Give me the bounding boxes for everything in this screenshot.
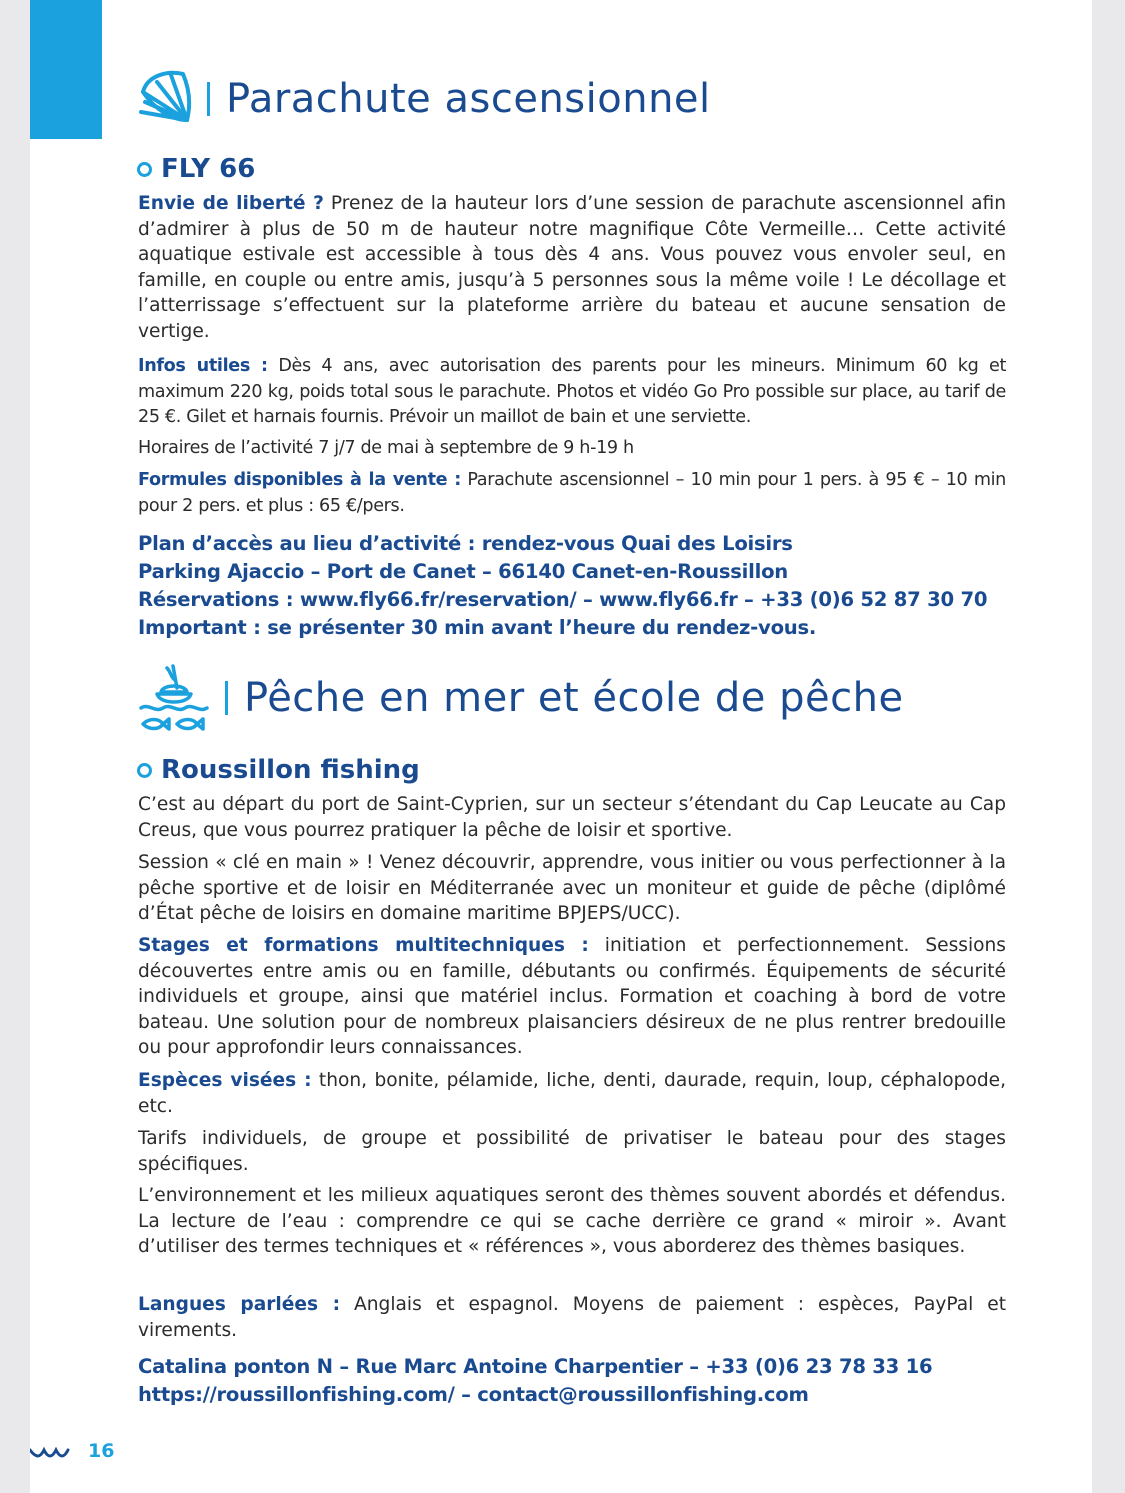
paragraph-languages xyxy=(138,1292,1006,1343)
paragraph-infos xyxy=(138,354,1006,431)
paragraph-label: Langues parlées : xyxy=(138,1294,341,1315)
paragraph-text: Horaires de l’activité 7 j/7 de mai à septembre de 9 h-19 h xyxy=(138,438,634,458)
paragraph-formulas xyxy=(138,468,1006,519)
paragraph-text: Prenez de la hauteur lors d’une session de parachute ascensionnel afin d’admirer à plus de 50 m de hauteur notre magnifique Côte Vermeille… Cette activité aquatique estivale est accessible à tous dès 4 ans. Vous pouvez vous envoler seul, en famille, en couple ou entre amis, jusqu’à 5 personnes sous la même voile ! Le décollage et l’atterrissage s’effectuent sur la plateforme arrière du bateau et aucune sensation de vertige. xyxy=(138,193,1006,342)
page-number: 16 xyxy=(88,1440,115,1462)
contact-line: Important : se présenter 30 min avant l’heure du rendez-vous. xyxy=(138,616,817,639)
paragraph-text: thon, bonite, pélamide, liche, denti, daurade, requin, loup, céphalopode, etc. xyxy=(138,1070,1007,1117)
section-title-text: Pêche en mer et école de pêche xyxy=(244,675,904,721)
paragraph-label: Formules disponibles à la vente : xyxy=(138,470,461,490)
paragraph-label: Stages et formations multitechniques : xyxy=(138,935,589,956)
paragraph-session xyxy=(138,850,1006,927)
contact-block-roussillon xyxy=(138,1353,1028,1409)
provider-name: Roussillon fishing xyxy=(161,755,420,785)
paragraph-text: Dès 4 ans, avec autorisation des parents pour les mineurs. Minimum 60 kg et maximum 220 kg, poids total sous le parachute. Photos et vidéo Go Pro possible sur place, au tarif de 25 €. Gilet et harnais fournis. Prévoir un maillot de bain et une serviette. xyxy=(138,356,1006,427)
provider-heading xyxy=(137,753,420,787)
paragraph-stages xyxy=(138,933,1006,1061)
provider-name: FLY 66 xyxy=(161,154,256,184)
contact-line: Parking Ajaccio – Port de Canet – 66140 Canet-en-Roussillon xyxy=(138,560,788,583)
paragraph-text: Anglais et espagnol. Moyens de paiement : espèces, PayPal et virements. xyxy=(138,1294,1006,1341)
parachute-icon xyxy=(137,68,193,130)
bullet-icon xyxy=(137,763,152,778)
section-title-text: Parachute ascensionnel xyxy=(226,76,711,122)
paragraph-text: L’environnement et les milieux aquatiques seront des thèmes souvent abordés et défendus. La lecture de l’eau : comprendre ce qui se cache derrière ce grand « miroir ». Avant d’utiliser des termes techniques et « références », vous aborderez des thèmes basiques. xyxy=(138,1185,1006,1257)
paragraph-intro xyxy=(138,191,1006,344)
paragraph-text: Tarifs individuels, de groupe et possibilité de privatiser le bateau pour des stages spécifiques. xyxy=(138,1128,1006,1175)
paragraph-label: Envie de liberté ? xyxy=(138,193,324,214)
paragraph-tarifs xyxy=(138,1126,1006,1177)
title-separator xyxy=(225,681,228,715)
page-footer xyxy=(30,1440,114,1462)
paragraph-text: Session « clé en main » ! Venez découvrir, apprendre, vous initier ou vous perfectionner à la pêche sportive et de loisir en Méditerranée avec un moniteur et guide de pêche (diplômé d’État pêche de loisirs en domaine maritime BPJEPS/UCC). xyxy=(138,852,1006,924)
bullet-icon xyxy=(137,162,152,177)
section-title-fishing xyxy=(137,660,904,736)
contact-line: Réservations : www.fly66.fr/reservation/ – www.fly66.fr – +33 (0)6 52 87 30 70 xyxy=(138,588,988,611)
paragraph-departure xyxy=(138,792,1006,843)
paragraph-label: Infos utiles : xyxy=(138,356,268,376)
contact-line: Plan d’accès au lieu d’activité : rendez-vous Quai des Loisirs xyxy=(138,532,793,555)
contact-block-fly66 xyxy=(138,530,1028,642)
provider-heading xyxy=(137,152,255,186)
paragraph-text: Parachute ascensionnel – 10 min pour 1 pers. à 95 € – 10 min pour 2 pers. et plus : 65 €/pers. xyxy=(138,470,1006,516)
contact-line: Catalina ponton N – Rue Marc Antoine Charpentier – +33 (0)6 23 78 33 16 xyxy=(138,1355,933,1378)
paragraph-species xyxy=(138,1068,1006,1119)
contact-line: https://roussillonfishing.com/ – contact@roussillonfishing.com xyxy=(138,1383,809,1406)
paragraph-text: initiation et perfectionnement. Sessions découvertes entre amis ou en famille, débutants ou confirmés. Équipements de sécurité individuels et groupe, ainsi que matériel inclus. Formation et coaching à bord de votre bateau. Une solution pour de nombreux plaisanciers désireux de ne plus rentrer bredouille ou pour approfondir leurs connaissances. xyxy=(138,935,1006,1058)
paragraph-label: Espèces visées : xyxy=(138,1070,312,1091)
brochure-page xyxy=(30,0,1092,1493)
paragraph-environment xyxy=(138,1183,1006,1260)
title-separator xyxy=(207,82,210,116)
paragraph-hours xyxy=(138,436,1006,462)
paragraph-text: C’est au départ du port de Saint-Cyprien, sur un secteur s’étendant du Cap Leucate au Cap Creus, que vous pourrez pratiquer la pêche de loisir et sportive. xyxy=(138,794,1006,841)
accent-bar xyxy=(30,0,102,139)
fishing-icon xyxy=(137,662,211,734)
wave-icon xyxy=(30,1444,70,1458)
section-title-parachute xyxy=(137,66,711,132)
